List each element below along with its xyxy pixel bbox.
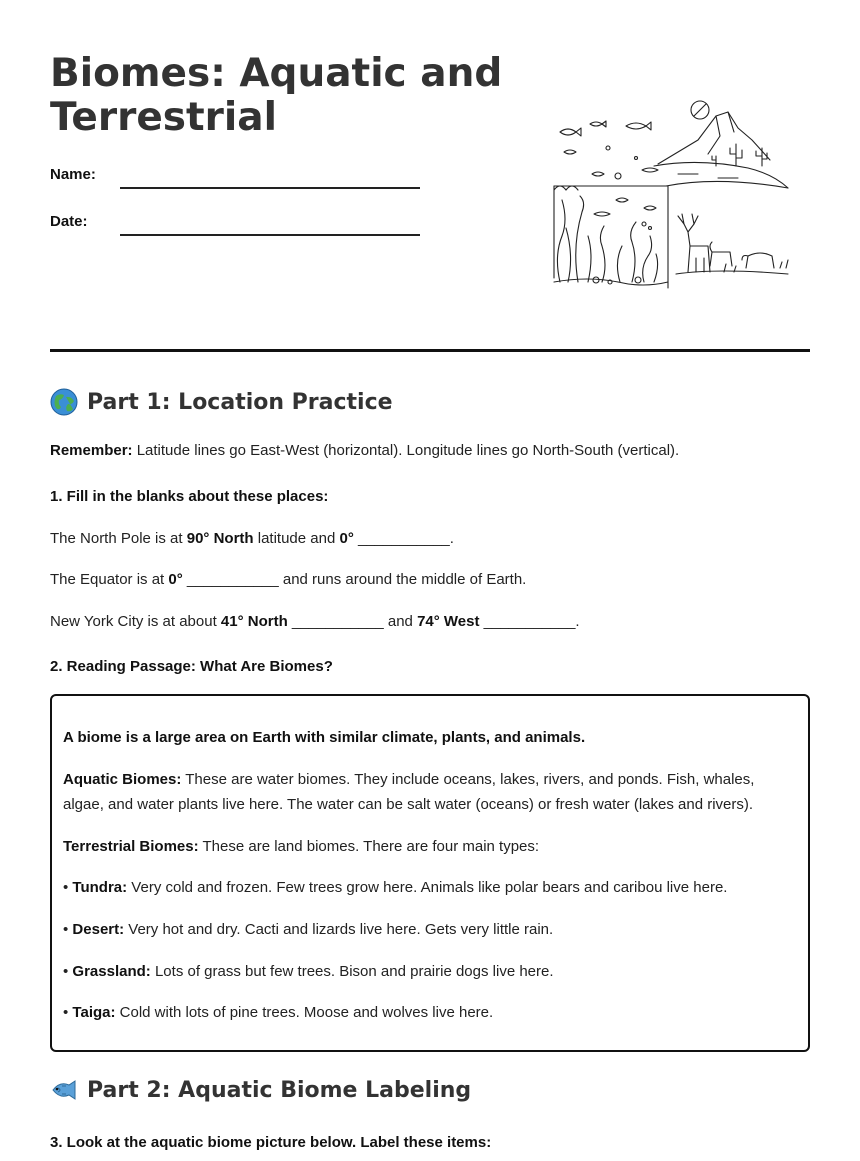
passage-aquatic: Aquatic Biomes: These are water biomes. They include oceans, lakes, rivers, and ponds. Fish, whales, algae, and water plants live here. The water can be salt water (oceans) or fresh water (lakes and rivers). (63, 771, 755, 813)
remember-text: Latitude lines go East-West (horizontal). Longitude lines go North-South (vertical). (132, 442, 680, 459)
passage-terrestrial: Terrestrial Biomes: These are land biomes. There are four main types: (63, 838, 540, 855)
passage-desert: • Desert: Very hot and dry. Cacti and lizards live here. Gets very little rain. (63, 921, 554, 938)
question-2: 2. Reading Passage: What Are Biomes? (50, 658, 333, 675)
blank-field[interactable]: ___________ and (287, 613, 418, 630)
remember-note (50, 438, 810, 463)
date-line[interactable] (120, 234, 420, 236)
fish-icon (50, 1076, 78, 1104)
remember-label: Remember: (50, 442, 133, 459)
blank-field[interactable]: ___________. (479, 613, 580, 630)
question-3: 3. Look at the aquatic biome picture below. Label these items: (50, 1134, 492, 1151)
sentence-north-pole: The North Pole is at 90° North latitude and 0° ___________. (50, 530, 454, 547)
passage-grassland: • Grassland: Lots of grass but few trees. Bison and prairie dogs live here. (63, 963, 554, 980)
part1-heading (50, 388, 393, 416)
name-label: Name: (50, 166, 96, 183)
part1-heading-text: Part 1: Location Practice (87, 389, 393, 415)
sentence-equator: The Equator is at 0° ___________ and runs around the middle of Earth. (50, 571, 527, 588)
passage-tundra: • Tundra: Very cold and frozen. Few trees grow here. Animals like polar bears and caribou live here. (63, 879, 728, 896)
biome-illustration (548, 96, 794, 292)
date-label: Date: (50, 213, 88, 230)
sentence-new-york: New York City is at about 41° North ___________ and 74° West ___________. (50, 613, 580, 630)
part2-heading-text: Part 2: Aquatic Biome Labeling (87, 1077, 472, 1103)
blank-field[interactable]: ___________. (353, 530, 454, 547)
reading-passage-box (50, 694, 810, 1052)
passage-taiga: • Taiga: Cold with lots of pine trees. Moose and wolves live here. (63, 1004, 494, 1021)
globe-icon (50, 388, 78, 416)
question-1: 1. Fill in the blanks about these places: (50, 488, 329, 505)
passage-intro: A biome is a large area on Earth with similar climate, plants, and animals. (63, 729, 586, 746)
part2-heading (50, 1076, 471, 1104)
page-title: Biomes: Aquatic and Terrestrial (50, 51, 503, 140)
name-line[interactable] (120, 187, 420, 189)
blank-field[interactable]: ___________ and runs around the middle of Earth. (182, 571, 527, 588)
section-divider (50, 349, 810, 352)
